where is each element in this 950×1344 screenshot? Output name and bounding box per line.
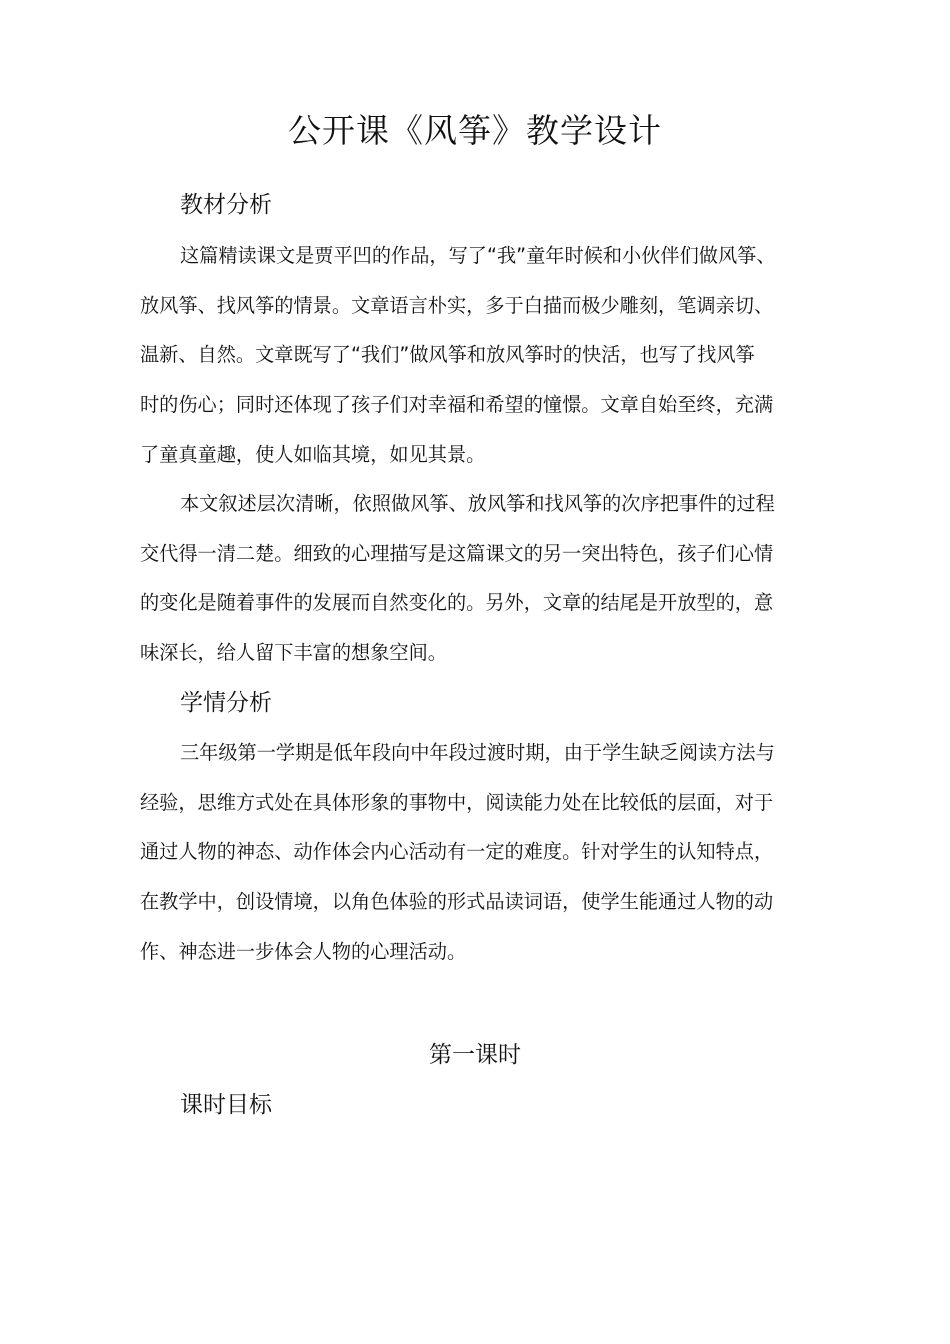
- section-heading-materials: 教材分析: [180, 192, 272, 218]
- paragraph-line: 交代得一清二楚。细致的心理描写是这篇课文的另一突出特色，孩子们心情: [140, 541, 774, 565]
- paragraph-line: 通过人物的神态、动作体会内心活动有一定的难度。针对学生的认知特点，: [140, 840, 774, 864]
- paragraph-line: 温新、自然。文章既写了“我们”做风筝和放风筝时的快活，也写了找风筝: [140, 343, 755, 367]
- paragraph-line: 这篇精读课文是贾平凹的作品，写了“我”童年时候和小伙伴们做风筝、: [180, 244, 776, 267]
- document-title: 公开课《风筝》教学设计: [288, 111, 662, 150]
- paragraph-students-1: [140, 728, 820, 977]
- paragraph-line: 放风筝、找风筝的情景。文章语言朴实，多于白描而极少雕刻，笔调亲切、: [140, 293, 774, 317]
- paragraph-materials-2: [140, 479, 820, 678]
- paragraph-line: 了童真童趣，使人如临其境，如见其景。: [140, 442, 486, 466]
- paragraph-line: 作、神态进一步体会人物的心理活动。: [140, 939, 467, 963]
- paragraph-line: 三年级第一学期是低年段向中年段过渡时期，由于学生缺乏阅读方法与: [180, 741, 775, 764]
- paragraph-line: 在教学中，创设情境，以角色体验的形式品读词语，使学生能通过人物的动: [140, 890, 774, 914]
- lesson-title: 第一课时: [429, 1042, 521, 1068]
- paragraph-line: 本文叙述层次清晰，依照做风筝、放风筝和找风筝的次序把事件的过程: [180, 492, 775, 515]
- paragraph-line: 的变化是随着事件的发展而自然变化的。另外，文章的结尾是开放型的，意: [140, 591, 774, 615]
- paragraph-materials-1: [140, 231, 820, 480]
- section-heading-students: 学情分析: [180, 690, 272, 716]
- paragraph-line: 时的伤心；同时还体现了孩子们对幸福和希望的憧憬。文章自始至终，充满: [140, 393, 774, 417]
- lesson-heading-objectives: 课时目标: [180, 1092, 272, 1118]
- paragraph-line: 味深长，给人留下丰富的想象空间。: [140, 641, 447, 665]
- paragraph-line: 经验，思维方式处在具体形象的事物中，阅读能力处在比较低的层面，对于: [140, 790, 774, 814]
